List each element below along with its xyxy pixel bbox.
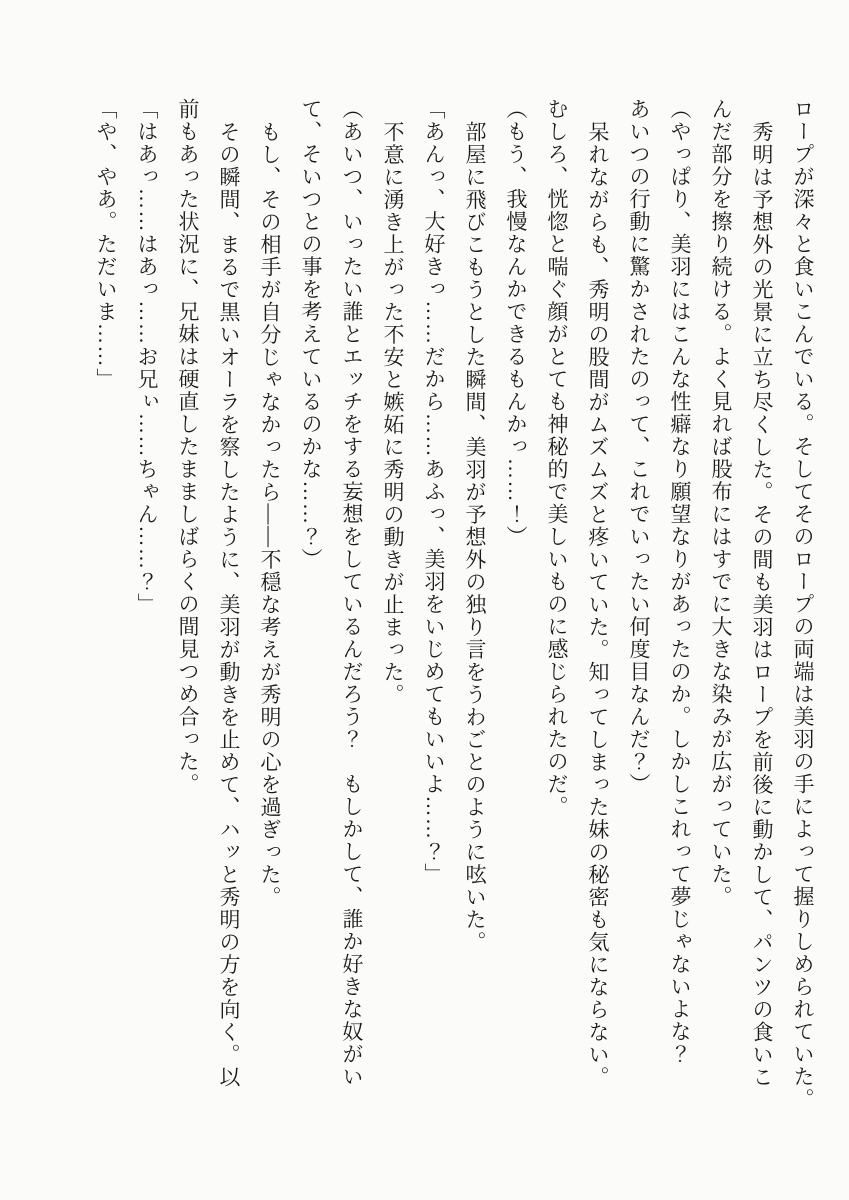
text-column: その瞬間、まるで黒いオーラを察したように、美羽が動きを止めて、ハッと秀明の方を向く。以 — [217, 121, 241, 1089]
text-column: むしろ、恍惚と喘ぐ顔がとても神秘的で美しいものに感じられたのだ。 — [545, 98, 569, 818]
text-column: 部屋に飛びこもうとした瞬間、美羽が予想外の独り言をうわごとのように呟いた。 — [463, 121, 487, 954]
text-column: 「はあっ……はあっ……お兄ぃ……ちゃん……？」 — [135, 98, 159, 616]
text-column: 不意に湧き上がった不安と嫉妬に秀明の動きが止まった。 — [381, 121, 405, 706]
text-column: （あいつ、いったい誰とエッチをする妄想をしているんだろう？ もしかして、誰か好きな奴がい — [340, 98, 364, 1088]
text-column: （やっぱり、美羽にはこんな性癖なり願望なりがあったのか。しかしこれって夢じゃないよな？ — [668, 98, 692, 1066]
vertical-text-block — [85, 98, 823, 1140]
text-column: んだ部分を擦り続ける。よく見れば股布にはすでに大きな染みが広がっていた。 — [709, 98, 733, 908]
text-column: 前もあった状況に、兄妹は硬直したまましばらくの間見つめ合った。 — [176, 98, 200, 796]
text-column: 呆れながらも、秀明の股間がムズムズと疼いていた。知ってしまった妹の秘密も気にならない。 — [586, 121, 610, 1089]
text-column: 秀明は予想外の光景に立ち尽くした。その間も美羽はロープを前後に動かして、パンツの食いこ — [750, 121, 774, 1089]
text-column: （もう、我慢なんかできるもんかっ……！） — [504, 98, 528, 548]
text-column: 「あんっ、大好きっ……だから……あふっ、美羽をいじめてもいいよ……？」 — [422, 98, 446, 886]
text-column: ロープが深々と食いこんでいる。そしてそのロープの両端は美羽の手によって握りしめられていた。 — [791, 98, 815, 1111]
text-column: あいつの行動に驚かされたのって、これでいったい何度目なんだ？） — [627, 98, 651, 796]
text-column: もし、その相手が自分じゃなかったら——不穏な考えが秀明の心を過ぎった。 — [258, 121, 282, 909]
text-column: て、そいつとの事を考えているのかな……？） — [299, 98, 323, 571]
text-column: 「や、やあ。ただいま……」 — [94, 98, 118, 391]
